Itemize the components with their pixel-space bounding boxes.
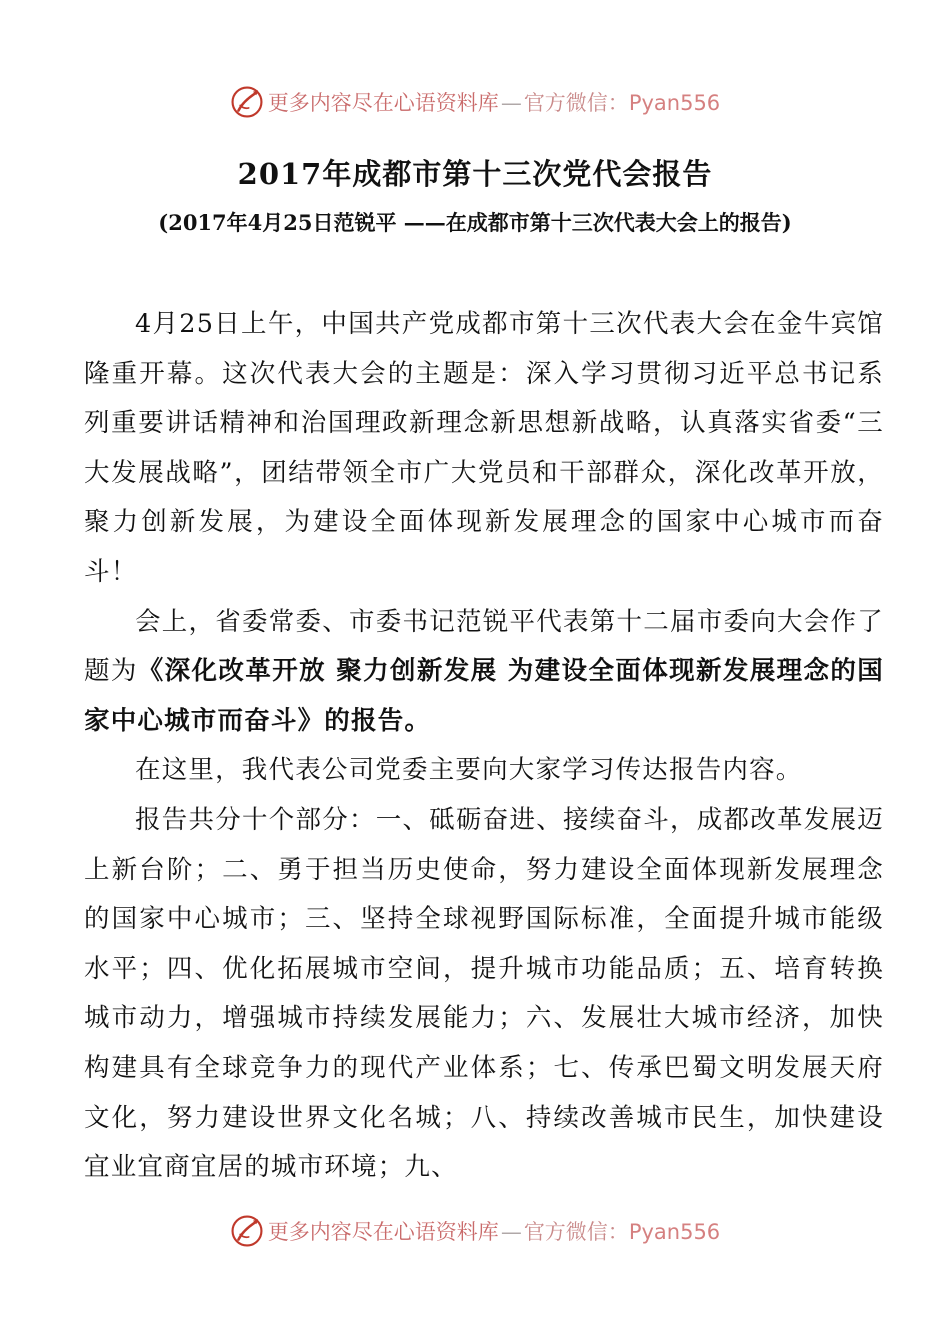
library-text: 更多内容尽在心语资料库 <box>267 91 499 115</box>
paragraph-2-prefix: 会上，省委常委、市委书记范锐平代表第十二届市委向大会作了题为 <box>84 606 884 687</box>
paragraph-4: 报告共分十个部分：一、砥砺奋进、接续奋斗，成都改革发展迈上新台阶；二、勇于担当历史使命，努力建设全面体现新发展理念的国家中心城市；三、坚持全球视野国际标准，全面提升城市能级水平；四、优化拓展城市空间，提升城市功能品质；五、培育转换城市动力，增强城市持续发展能力；六、发展壮大城市经济，加快构建具有全球竞争力的现代产业体系；七、传承巴蜀文明发展天府文化，努力建设世界文化名城；八、持续改善城市民生，加快建设宜业宜商宜居的城市环境；九、 <box>84 804 884 1183</box>
document-title: 2017年成都市第十三次党代会报告 <box>237 157 713 191</box>
report-title-emphasis: 《深化改革开放 聚力创新发展 为建设全面体现新发展理念的国家中心城市而奋斗》的报告。 <box>84 656 885 736</box>
watermark-text <box>268 1216 720 1246</box>
pen-logo-icon <box>230 85 264 119</box>
wechat-id: Pyan556 <box>628 91 721 115</box>
paragraph-1: 4月25日上午，中国共产党成都市第十三次代表大会在金牛宾馆隆重开幕。这次代表大会的主题是：深入学习贯彻习近平总书记系列重要讲话精神和治国理政新理念新思想新战略，认真落实省委“三大发展战略”，团结带领全市广大党员和干部群众，深化改革开放，聚力创新发展，为建设全面体现新发展理念的国家中心城市而奋斗！ <box>84 309 884 587</box>
official-label: 官方微信： <box>523 1220 629 1244</box>
footer-watermark-banner <box>0 1211 950 1251</box>
document-body <box>84 300 884 1193</box>
watermark-text <box>268 87 720 117</box>
separator: — <box>500 1220 522 1244</box>
header-watermark-banner <box>0 82 950 122</box>
document-subtitle: (2017年4月25日范锐平 ——在成都市第十三次代表大会上的报告) <box>158 210 792 235</box>
official-label: 官方微信： <box>523 91 629 115</box>
separator: — <box>500 91 522 115</box>
paragraph-2 <box>84 598 884 747</box>
paragraph-3: 在这里，我代表公司党委主要向大家学习传达报告内容。 <box>135 755 803 786</box>
wechat-id: Pyan556 <box>628 1220 721 1244</box>
library-text: 更多内容尽在心语资料库 <box>267 1220 499 1244</box>
pen-logo-icon <box>230 1214 264 1248</box>
